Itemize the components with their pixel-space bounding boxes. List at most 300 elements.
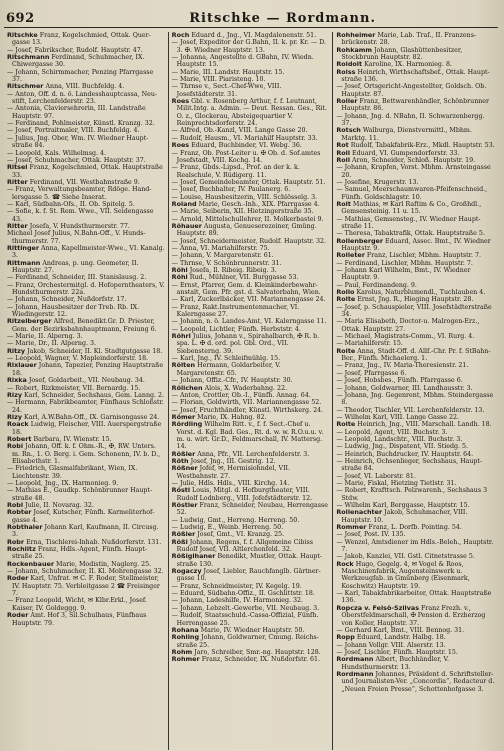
directory-entry: [172, 333, 330, 355]
entry-details: — Michael, Magistrats-Comm., VI. Rurg. 4.: [336, 333, 475, 341]
entry-details: Anna, Stadt-Off. d. Allf.-Chr. Pr. f. StBahnBer., Fünfh. Michaelerg. 1.: [341, 347, 491, 363]
directory-entry: [7, 575, 165, 597]
entry-surname: Ropcza v. Felsö-Szilvas: [336, 603, 420, 612]
directory-entry: [172, 362, 330, 377]
entry-details: — Josef, Fruchthändler, Künstl. Wirthskerg. 24.: [171, 406, 324, 414]
entry-details: Ernst, Jng. R., Hieging Hauptstr. 28.: [357, 296, 474, 304]
entry-surname: Rordmann: [336, 655, 374, 664]
column-grid: [4, 32, 498, 750]
entry-details: Ludwig, Fleischer, VIII. Auerspergstraße 18.: [12, 421, 162, 436]
directory-entry: [7, 612, 165, 627]
directory-entry: [172, 201, 330, 208]
directory-entry: [336, 377, 495, 384]
entry-details: — Louise, Hausbesitzerin, VIII. Schlösselg. 3.: [171, 193, 318, 201]
entry-details: Jakob, Schuhmacher, VIII. Hauptstr. 10.: [341, 509, 468, 524]
entry-details: — Johann, Jng. Gegenrent, Mbhm. Steindergasse 8.: [336, 391, 494, 407]
directory-entry: [336, 443, 495, 450]
directory-entry: [7, 230, 165, 245]
entry-details: — Samuel, Meerschaumwaren-Pfeifenschneid., Fünfh. Goldschlagstr. 10.: [336, 186, 488, 201]
entry-details: Marie, IX. Hahng. 82.: [197, 413, 267, 421]
entry-details: Karolus, Naturblumendl., Tuchlauben 4.: [356, 289, 486, 297]
entry-details: Josef, Liebler, Rauchfanglb. Gärtnergasse 10.: [176, 568, 321, 583]
directory-entry: [7, 282, 165, 297]
entry-details: Michael Josef Julius, N.Bahn-Off., V. Hundsthurmerstr. 77.: [7, 230, 146, 245]
directory-entry: [7, 480, 165, 487]
entry-details: — Leopold, Lichtler, Fünfh. Herbststr. 4.: [171, 325, 301, 333]
entry-details: Johann, Goldwarner, Cmung. Reichsstraße 25.: [176, 634, 319, 649]
directory-entry: [172, 656, 330, 663]
directory-entry: [7, 164, 165, 179]
directory-entry: [336, 304, 495, 319]
entry-surname: Ropp: [336, 633, 355, 642]
directory-entry: [336, 553, 495, 560]
directory-entry: [172, 98, 330, 127]
directory-entry: [7, 340, 165, 347]
entry-surname: Ritter: [7, 221, 28, 230]
running-head: Ritschke — Rordmann.: [189, 11, 376, 26]
entry-details: — Jakob, Kanzlei, VII. Gstl. Citnetstrasse 5.: [336, 553, 475, 561]
entry-details: — Josef, Buchhalter, IV. Paulanerg. 6.: [171, 186, 291, 194]
entry-details: — Thrnse v., Sect.-Chef-Wwe, VIII. Josefstädterstr. 31.: [171, 83, 282, 98]
entry-details: Josefa, Il. Ribeig. Ribeig. 3.: [189, 267, 277, 274]
directory-entry: [7, 208, 165, 223]
directory-entry: [336, 370, 495, 377]
directory-entry: [7, 105, 165, 120]
directory-entry: [7, 120, 165, 127]
entry-details: Wilhelm Ritt. v., f. f. Sect.-Chef u. Vorst. d. Kgl. Bad. Ges., Rt. d. w. w. R.O.u.u. v. m. u. wirt. Gr.D., Feldmarschall, IV. Mattersg. 14.: [176, 421, 324, 451]
entry-details: Amt. Hof 3, Sil.Schulhaus, Fünfhaus Hauptstr. 79.: [12, 612, 147, 627]
entry-details: — Ludwig, Jng., Dispatent, VII. Stiedg. 5.: [336, 443, 469, 451]
column-right: [333, 32, 498, 750]
entry-details: Franz, Schneider, IX. Nußdorfstr. 61.: [201, 656, 320, 664]
entry-details: — Arnold, Mittelschullehrer, II. Molkerbastei 9.: [171, 215, 324, 223]
entry-surname: Ritschke: [7, 32, 38, 39]
entry-surname: Röhauer: [171, 221, 202, 230]
directory-entry: [336, 333, 495, 340]
entry-details: Marie, Gesch.-Inh., XIX. Pfarrgasse 4.: [198, 200, 320, 208]
entry-surname: Röstl: [171, 486, 191, 495]
entry-surname: Ritzy: [7, 346, 26, 355]
entry-surname: Rock: [336, 559, 354, 568]
entry-details: — Josef, Gemeindebeamter, Ottak. Hauptstr. 51.: [171, 178, 326, 186]
entry-details: Johann, Off. k. f. Ohm.-R., ✠, RW. Unters. m. Rn., 1. O. Berg. i. Gem. Schonenn, IV. b. D., Elisabethstr. 1.: [12, 443, 161, 465]
entry-details: — Theresa, Tabaktrafik, Ottak. Hauptstraße 5.: [336, 230, 485, 238]
entry-surname: Robr: [7, 537, 25, 546]
entry-surname: Roller: [336, 97, 358, 106]
entry-details: — Anton, Off. d. n. ö. Landesshauptcassa, Neustift, Lerchenfelderstr. 23.: [7, 90, 158, 106]
entry-details: Franz, Kogelschmied, Ottak. Hauptstraße 33.: [12, 164, 163, 179]
directory-entry: [172, 282, 330, 297]
directory-entry: [336, 480, 495, 487]
entry-details: Marie, Modistin, Naglerg. 25.: [56, 560, 152, 568]
entry-details: Hermann, Goldarbeiter, V. Margaretenstr. 65.: [176, 362, 281, 377]
entry-details: — Johann, Schneider, Nußdorfstr. 17.: [7, 296, 127, 304]
entry-details: — Johann, Offiz.-Cfr., IV. Hauptstr. 30.: [171, 377, 293, 385]
entry-details: — Josef, Expeditor der G.Bahn, II. k. pr. Kr. — D. 3. ✠. Wiedner Hauptstr. 13.: [171, 39, 326, 54]
entry-surname: Roes: [171, 141, 190, 150]
directory-entry: [7, 32, 165, 47]
entry-surname: Rolleter: [336, 251, 365, 260]
entry-details: — Leopold, Agent, VIII. Buchstr. 3.: [336, 428, 448, 436]
entry-details: — Franz, Rakt.Instrumentenmacher, VI. Kalerngasse 27.: [171, 303, 300, 319]
entry-details: Josef, Gmt., VI. Kranzg. 25.: [197, 531, 285, 539]
directory-entry: [336, 362, 495, 369]
column-middle: [169, 32, 334, 750]
directory-entry: [336, 113, 495, 128]
directory-entry: [172, 318, 330, 325]
directory-entry: [172, 465, 330, 480]
entry-details: — Alfred, Ob.-Kanzl, VIII. Lange Gasse 20.: [171, 127, 308, 135]
entry-details: — Karl, Tabakfabrikarbeiter, Ottak. Hauptstraße 136.: [336, 590, 492, 605]
directory-entry: [336, 509, 495, 524]
entry-details: Benedikt, Mustler, Ottak. Hauptstraße 130.: [176, 553, 323, 568]
entry-details: — Robert, Krafttsch. Pelzwarenh., Sechshaus 3 Stdw.: [336, 487, 488, 502]
directory-entry: [7, 296, 165, 303]
directory-entry: [172, 260, 330, 267]
entry-details: Marie, Lab. Traf., II. Franzensbrückenstr. 28.: [341, 32, 477, 47]
entry-details: — Florian, Goldwirth, VII. Mariannengasse 52.: [171, 399, 322, 407]
entry-surname: Roes: [171, 97, 190, 106]
entry-details: — Josef, p. Schauspieler, VIII. Josefstädterstraße 34.: [336, 303, 492, 319]
directory-entry: [7, 91, 165, 106]
entry-details: — Franz, Gbds.-Lipsd., Prof. an der k. k. Realschule, V. Rüdigerg. 11.: [171, 164, 300, 179]
entry-details: — Josef, Portraitmaler, VIII. Buchfeldg. 4.: [7, 127, 140, 135]
directory-entry: [7, 135, 165, 150]
entry-details: Ferdinand, VII. Westbahnstraße 9.: [29, 178, 140, 186]
entry-surname: Rotsch: [336, 126, 361, 135]
directory-entry: [172, 553, 330, 568]
entry-details: Karl, Unfrat. ✉ C. F. Roder, Stellmeister, IV. Hauptstr. 75. Verbleitgasse 2 ☎ Freisinger 7.: [12, 575, 160, 598]
entry-details: — Wilhelm Karl, Berggasse, Hauptstr. 15.: [336, 502, 470, 509]
entry-surname: Rommer: [336, 523, 367, 532]
directory-entry: [172, 326, 330, 333]
entry-surname: Rößner: [171, 464, 198, 473]
entry-details: Andreas, p. ung. Geometer, II. Hauptstr. 27.: [12, 259, 139, 274]
entry-details: — Leopold, Wagner, V. Mapleindorferstr. 18.: [7, 355, 149, 363]
entry-surname: Rixka: [7, 376, 27, 385]
entry-surname: Roiss: [336, 67, 356, 76]
entry-details: Karl, A.W.Bahn-Off., IX. Garnisongasse 24.: [24, 413, 160, 421]
entry-surname: Ritter: [7, 177, 28, 186]
directory-entry: [336, 282, 495, 289]
entry-surname: Roder: [7, 611, 29, 620]
directory-entry: [336, 142, 495, 149]
directory-entry: [172, 32, 330, 39]
directory-entry: [336, 451, 495, 458]
entry-details: Johann, Tapezier, Penzing Hauptstraße 18.: [12, 362, 164, 377]
directory-entry: [336, 385, 495, 392]
entry-surname: Rordmann: [336, 669, 374, 678]
directory-entry: [7, 83, 165, 90]
entry-details: Josef, Goldarbeit., VII. Neubaug. 34.: [28, 377, 145, 385]
directory-entry: [7, 69, 165, 84]
directory-entry: [172, 83, 330, 98]
entry-surname: Rohm: [171, 647, 193, 656]
entry-surname: Rochlitz: [7, 545, 36, 554]
directory-entry: [172, 252, 330, 259]
entry-surname: Roidolt: [336, 60, 363, 69]
directory-entry: [336, 157, 495, 164]
entry-surname: Ritschmer: [7, 82, 44, 91]
entry-surname: Robi: [7, 442, 24, 451]
entry-surname: Rolte: [336, 295, 356, 304]
entry-surname: Rixlauer: [7, 361, 37, 370]
entry-details: Franz, Hdls.-Agent, Fünfh. Hauptstraße 25.: [12, 546, 148, 561]
entry-details: — Johann, Schirmmacher, Penzing Pfarrgasse 37.: [7, 68, 154, 84]
entry-surname: Robl: [7, 501, 24, 509]
entry-details: — Johann, Lebzelt.-Gewerbe, VII. Neubaug. 3.: [171, 604, 320, 612]
entry-details: — Johann Karl Wilhelm, Bmt., IV. Wiedner Hauptstr. 9.: [336, 267, 471, 282]
directory-entry: [7, 127, 165, 134]
directory-entry: [336, 671, 495, 693]
entry-details: Franz, L. Dorfb. Pointing. 54.: [368, 524, 462, 532]
directory-entry: [336, 407, 495, 414]
entry-surname: Rittmann: [7, 258, 41, 267]
entry-surname: Robert: [7, 434, 32, 443]
entry-surname: Röhl: [171, 273, 188, 282]
entry-surname: Rölichen: [171, 383, 203, 392]
directory-entry: [336, 429, 495, 436]
entry-details: — Heinrich, Buchdrucker, IV. Hauptstr. 64.: [336, 450, 474, 458]
entry-details: — Friedrich, Glasmalfabrikant, Wien, IX. Liechtenstr. 39.: [7, 465, 138, 480]
entry-details: — Karl, Zuckerlbäcker, VII. Mariannengasse 24.: [171, 296, 326, 304]
entry-details: Johann Karl, Kaufmann, II. Circusg. 3.: [12, 524, 159, 539]
directory-entry: [172, 69, 330, 76]
directory-entry: [7, 223, 165, 230]
entry-surname: Rößler: [171, 530, 196, 539]
entry-details: — Ferdinand, Lischler, Mbhm. Hauptstr. 7.: [336, 259, 473, 267]
entry-details: — Paul, Ferdinandeng. 9.: [336, 281, 417, 289]
directory-entry: [336, 179, 495, 186]
entry-details: — Julie, Hdls. Hdls., VIII. Kirchg. 14.: [171, 479, 290, 487]
directory-entry: [336, 252, 495, 259]
entry-details: Jaro, Schreiber, Smr.-ng. Hauptstr. 128.: [194, 648, 321, 656]
column-left: [4, 32, 169, 750]
entry-details: — Johann Vollgr. VIII. Alserstr. 13.: [336, 641, 446, 649]
directory-entry: [336, 150, 495, 157]
entry-surname: Rößiglhaner: [171, 552, 216, 561]
entry-details: Alois, X. Waderbahng. 22.: [204, 384, 288, 392]
entry-surname: Rogaczy: [171, 567, 202, 576]
entry-details: — Anna, VI. Mariahilferstr. 75.: [171, 244, 270, 252]
directory-entry: [172, 568, 330, 583]
directory-entry: [336, 260, 495, 267]
entry-surname: Rohmer: [171, 655, 200, 664]
entry-surname: Rölten: [171, 361, 196, 370]
directory-entry: [172, 186, 330, 193]
directory-entry: [172, 451, 330, 458]
entry-surname: Robthaler: [7, 523, 43, 532]
entry-details: Gbl. v. Rosenberg Arthur, f. f. Leutnant, Milit.Intg. a. Admin. — Deut. Ressan. Ges., Rit. O. z., Glockerau, Absteigequartier V. Reinprechtsdorferstr. 24.: [176, 98, 327, 128]
entry-details: Walburga, Dienstvermittl., Mbhm. Marktg. 11.: [341, 127, 472, 142]
directory-entry: [7, 304, 165, 319]
directory-entry: [172, 274, 330, 281]
entry-details: Jofef, ✉, Hermisiohndel, VII. Westbahnstr. 27.: [176, 465, 291, 480]
entry-details: — Julius, Jng. Ober, Wm. IV. Wiedner Hauptstraße 84.: [7, 134, 149, 150]
directory-entry: [336, 127, 495, 142]
entry-details: — Johann, Ladeshilfe, IV. Harmonieg. 32.: [171, 597, 304, 605]
directory-entry: [172, 612, 330, 627]
directory-entry: [7, 186, 165, 201]
directory-entry: [7, 274, 165, 281]
entry-details: Eduard, Buchbinder, VI. Webg. 36.: [191, 142, 302, 150]
entry-details: Ferdinand, Schuhmacher, IX. Chiwergasse 30.: [12, 54, 145, 69]
entry-surname: Rößl: [171, 537, 188, 546]
entry-details: Franz Frezh. v., Oberstfeldmarschall, ✠ Pension d. Erzherzog von Koller, Hauptstr. 37.: [341, 604, 486, 627]
entry-details: — Ludwig, E., Weinb. Herreng. 50.: [171, 524, 284, 532]
entry-details: — Rudolf, Hausm., VI. Mariahilf Hauptstr. 33.: [171, 134, 318, 142]
directory-entry: [7, 443, 165, 465]
entry-details: Franz, Lischler, Mbhm. Hauptstr. 7.: [366, 252, 481, 260]
directory-entry: [336, 561, 495, 590]
entry-surname: Rohling: [171, 633, 200, 642]
entry-surname: Rohheimer: [336, 32, 376, 39]
entry-details: — Josef, VI. Laborstr. 81.: [336, 472, 416, 480]
page-number: 692: [6, 11, 35, 26]
directory-entry: [172, 421, 330, 450]
entry-details: — Hermann, Fabrikbeamter, Fünfhaus Schloßstr. 24.: [7, 399, 164, 414]
entry-details: — Mariahilferstr. 15.: [336, 340, 403, 348]
entry-surname: Röstler: [171, 501, 198, 509]
entry-surname: Ritsel: [7, 163, 28, 172]
directory-entry: [336, 32, 495, 47]
directory-entry: [336, 83, 495, 98]
directory-entry: [172, 634, 330, 649]
entry-surname: Rößler: [171, 449, 196, 458]
entry-details: — Johann, Krapfen, Vorst. Mbhm. Arnsteingasse 20.: [336, 164, 491, 179]
directory-entry: [172, 150, 330, 165]
entry-surname: Rolte: [336, 346, 356, 355]
entry-details: Julius, Johann v., Spirahalbarch, ✠ R. b. spa. L. ✠ d. ord. pol. Gbl. Ord., VII. Siebensterng. 39.: [176, 333, 320, 355]
directory-entry: [172, 539, 330, 554]
entry-surname: Rohana: [171, 625, 199, 634]
entry-details: — Josef, Lischler, Fünfh. Hauptstr. 15.: [336, 648, 458, 656]
entry-details: Eduard, Landstr. Halbg. 18.: [356, 634, 446, 642]
entry-surname: Ritschmann: [7, 53, 50, 62]
directory-entry: [7, 597, 165, 612]
directory-entry: [7, 150, 165, 157]
directory-entry: [172, 54, 330, 69]
directory-entry: [336, 318, 495, 333]
directory-entry: [7, 465, 165, 480]
entry-details: — Marie, III. Landstr. Hauptstr. 15.: [171, 68, 285, 76]
entry-details: Johannes, Präsident d. Schriftsteller- und Journalisten-Ver. „Concordia“, Redacteur d. „Neuen Freien Presse“, Schottenhofgasse 3.: [341, 670, 495, 693]
entry-details: Rudolf, Tabakfabrik-Erz., Mkdl. Hauptstr. 53.: [350, 142, 495, 150]
entry-details: — Franz Leopold, Wicht, ✉ Klbr.Erkl., Josef. Kaiser, IV. Goldeggg. 9.: [7, 597, 148, 612]
directory-entry: [336, 524, 495, 531]
directory-entry: [7, 392, 165, 399]
directory-entry: [7, 245, 165, 260]
entry-surname: Rollo: [336, 288, 355, 297]
entry-details: Heinrich, Jng., VIII. Marschall. Landh. 18.: [357, 421, 492, 429]
entry-details: Josef, Kutscher, Fünfh. Karmeliterhofgasse 4.: [12, 509, 155, 524]
directory-entry: [172, 127, 330, 134]
directory-entry: [336, 539, 495, 554]
directory-entry: [7, 348, 165, 355]
entry-details: Jakob, Schneider, II. Kl. Stadtgutgasse 18.: [27, 347, 163, 355]
directory-entry: [172, 605, 330, 612]
entry-details: — Josef, Schneidermeister, Rudolf. Hauptstr. 32.: [171, 237, 327, 245]
directory-entry: [172, 392, 330, 399]
entry-details: — Franz, Verwaltungsbeamter, Rdöge. Handlersgasse 5. ☎ Siehe Inserat.: [7, 186, 152, 201]
entry-details: — Theodor, Tischler, VII. Lerchenfelderstr. 13.: [336, 406, 485, 414]
directory-entry: [7, 362, 165, 377]
entry-surname: Römer: [171, 412, 196, 421]
entry-details: Heinrich, Wirthschaftsbef., Ottak. Hauptstraße 136.: [341, 68, 490, 84]
entry-details: — Johann, Schuhmacher, II. Kl. Mohrengasse 32.: [7, 568, 164, 576]
directory-entry: [172, 76, 330, 83]
entry-details: — Mathias E., Gaudkp. Schönbrunner Hauptstraße 48.: [7, 487, 153, 502]
entry-details: Augusta, Genueserezeiner, Gmüng. Hauptstr. 89.: [176, 222, 317, 238]
entry-details: — Johann, Goldwarner, III. Landhausstr. 3.: [336, 384, 473, 392]
entry-details: Anna, Pfr., VII. Lerchenfelderstr. 3.: [197, 450, 310, 458]
entry-surname: Roll: [336, 155, 351, 164]
entry-details: Julie, II. Novarag. 32.: [25, 502, 94, 509]
directory-entry: [7, 333, 165, 340]
entry-surname: Roll: [336, 148, 351, 157]
entry-details: — Marie, VIII. Piaristeng. 10.: [171, 76, 266, 84]
entry-surname: Rördling: [171, 420, 203, 429]
directory-entry: [336, 348, 495, 363]
entry-surname: Rolt: [336, 199, 351, 208]
directory-entry: [172, 487, 330, 502]
directory-entry: [336, 531, 495, 538]
entry-details: Louis, Mitgl. d. Hofburgtheater, VIII. Rudolf Lodnberg., VIII. Jofefstädterstr. 12.: [176, 487, 313, 502]
directory-entry: [172, 583, 330, 590]
entry-details: — Josef, Hobsbes., Fünfh. Pfarrgasse 6.: [336, 377, 463, 385]
entry-details: Franz, Bettwarenhändler, Schönbrunner Hauptstr. 86.: [341, 98, 490, 113]
entry-surname: Rollenberger: [336, 236, 384, 245]
entry-details: — Franz, Orchestermitgl. d. Hofoperntheaters, V. Hundsthurmerstr. 22a.: [7, 281, 165, 297]
entry-surname: Roland: [171, 199, 197, 208]
directory-entry: [336, 634, 495, 641]
entry-details: Franz, Schneider, Neubau, Herrengasse 52.: [176, 502, 328, 517]
entry-details: Aron, Schneider, Schloß. Hauptstr. 19.: [352, 156, 476, 164]
entry-surname: Röhrl: [171, 332, 191, 341]
entry-details: Johann, Glashüttenbesitzer, Stockbrunn Hauptstr. 82.: [341, 46, 463, 62]
entry-surname: Ritzelberger: [7, 317, 52, 326]
entry-surname: Rolte: [336, 420, 356, 429]
entry-details: — Heinrich, Ochsenlieger, Sechshaus, Hauptstraße 84.: [336, 457, 483, 473]
entry-details: — Karl, Südbahn-Ofs., II. Ob. Spitelg. 5.: [7, 200, 135, 208]
entry-details: — Josef, Ortsgericht-Angestellter, Goldsch. Ob. Hauptstr. 87.: [336, 83, 487, 98]
entry-details: Barbara, IV. Wienstr. 15.: [33, 435, 112, 443]
directory-entry: [172, 304, 330, 319]
directory-entry: [336, 267, 495, 282]
entry-details: — Gerhard Karl, Bmt., VIII. Bennog. 31.: [336, 626, 465, 634]
entry-details: — Eduard, Südbahn-Offiz., II. Gschlittstr. 18.: [171, 590, 315, 598]
directory-entry: [7, 54, 165, 69]
directory-entry: [336, 458, 495, 473]
directory-entry: [7, 399, 165, 414]
entry-details: — Karl, Jng., IV. Schleifmühlg. 15.: [171, 355, 281, 363]
entry-details: — Josef, Schuhmacher, Ottak. Hauptstr. 37.: [7, 156, 146, 164]
entry-details: Johann, Regens, f. f. Allgemeine Cibiss Rudolf Josef, VII. Altlerchenfeld. 32.: [176, 538, 313, 554]
directory-entry: [336, 164, 495, 179]
directory-entry: [336, 296, 495, 303]
directory-entry: [172, 517, 330, 524]
entry-details: Hugo, Gegelg. 4, ✉ Vogel & Roos, Maschinenfabrik, Augensteinswerk u. Werkzeugfab. in Gmünberg (Eisenmark, Koschwitz) Hauptstr. 19.: [341, 560, 470, 590]
entry-details: — Marie, Dr., II. Alperng. 3.: [7, 340, 97, 348]
directory-entry: [172, 502, 330, 517]
directory-entry: [336, 69, 495, 84]
directory-entry: [172, 179, 330, 186]
directory-entry: [336, 238, 495, 253]
directory-entry: [336, 605, 495, 627]
entry-details: — Sofie, k. f. St. Rem. Wwe., VII. Seidengasse 43.: [7, 208, 154, 223]
directory-entry: [7, 179, 165, 186]
directory-entry: [336, 436, 495, 443]
